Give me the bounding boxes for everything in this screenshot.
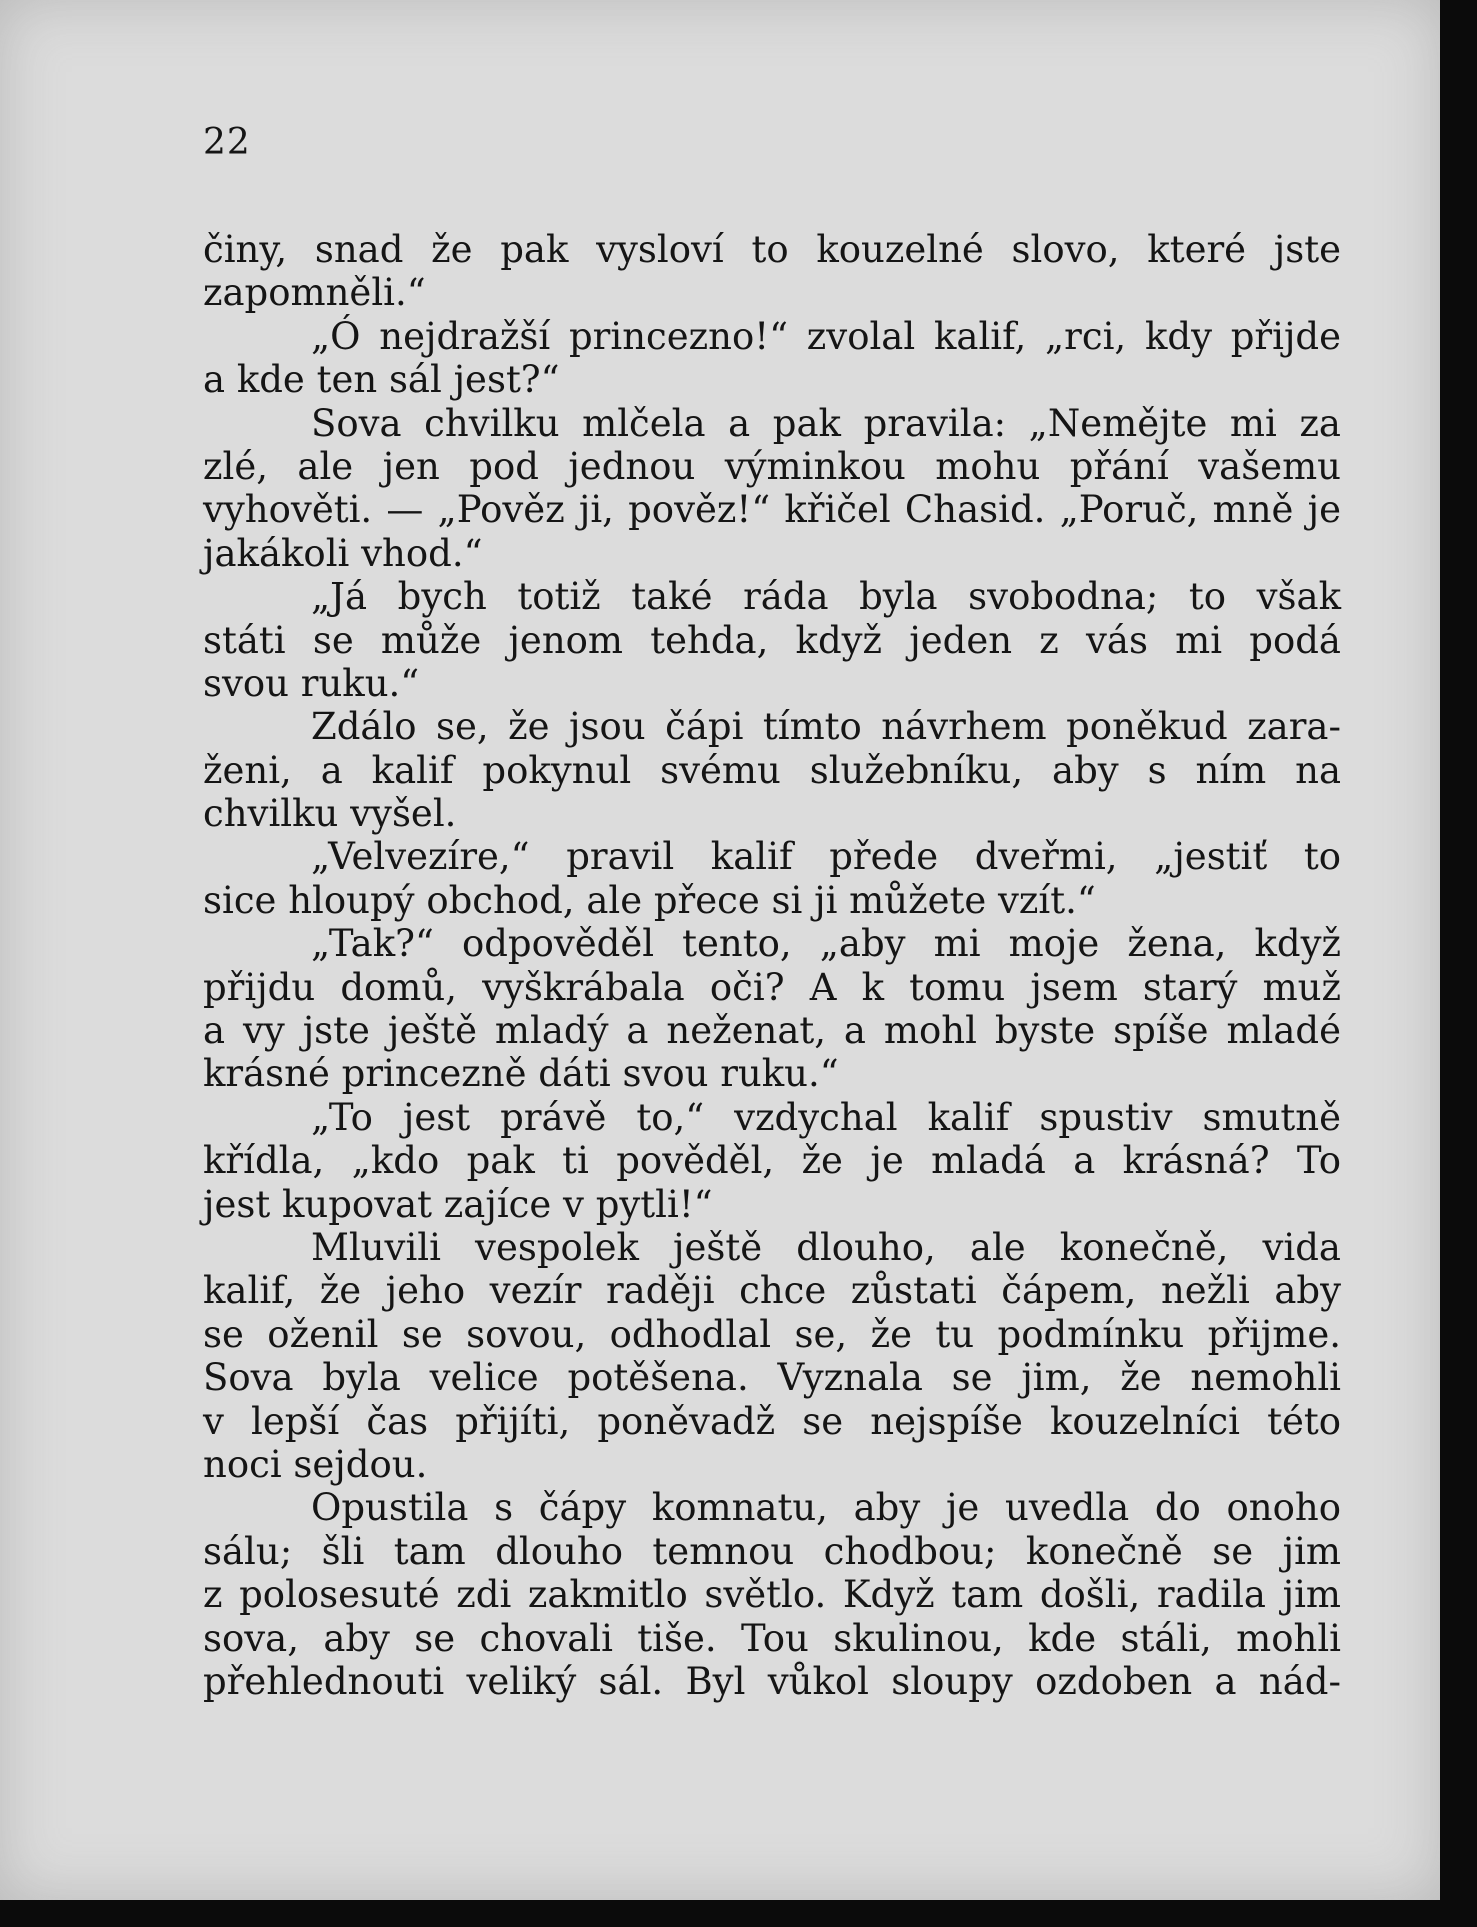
text-line: sice hloupý obchod, ale přece si ji můžete vzít.“ [203, 878, 1096, 922]
text-line: přijdu domů, vyškrábala oči? A k tomu jsem starý muž [203, 965, 1341, 1009]
text-line: Mluvili vespolek ještě dlouho, ale konečně, vida [311, 1225, 1341, 1269]
text-line: sova, aby se chovali tiše. Tou skulinou, kde stáli, mohli [203, 1616, 1341, 1660]
text-line: jakákoli vhod.“ [203, 531, 483, 575]
text-line: Zdálo se, že jsou čápi tímto návrhem poněkud zara- [311, 705, 1341, 749]
text-line: „Velvezíre,“ pravil kalif přede dveřmi, „jestiť to [311, 835, 1341, 879]
text-line: státi se může jenom tehda, když jeden z vás mi podá [203, 618, 1341, 662]
text-line: „Já bych totiž také ráda byla svobodna; to však [311, 575, 1341, 619]
text-line: se oženil se sovou, odhodlal se, že tu podmínku přijme. [203, 1312, 1341, 1356]
text-line: činy, snad že pak vysloví to kouzelné slovo, které jste [203, 228, 1341, 271]
text-line: krásné princezně dáti svou ruku.“ [203, 1052, 839, 1096]
text-line: v lepší čas přijíti, poněvadž se nejspíše kouzelníci této [203, 1399, 1341, 1443]
text-line: přehlednouti veliký sál. Byl vůkol sloupy ozdoben a nád- [203, 1659, 1341, 1703]
text-line: Opustila s čápy komnatu, aby je uvedla do onoho [311, 1486, 1341, 1530]
scan-border-right [1440, 0, 1477, 1927]
body-text [203, 228, 1341, 1703]
text-line: křídla, „kdo pak ti pověděl, že je mladá a krásná? To [203, 1139, 1341, 1183]
text-line: „To jest právě to,“ vzdychal kalif spustiv smutně [311, 1095, 1341, 1139]
scan-border-bottom [0, 1900, 1477, 1927]
text-line: kalif, že jeho vezír raději chce zůstati čápem, nežli aby [203, 1269, 1341, 1313]
text-line: sálu; šli tam dlouho temnou chodbou; konečně se jim [203, 1529, 1341, 1573]
text-line: noci sejdou. [203, 1442, 428, 1486]
text-line: vyhověti. — „Pověz ji, pověz!“ křičel Chasid. „Poruč, mně je [203, 488, 1341, 532]
text-line: „Ó nejdražší princezno!“ zvolal kalif, „rci, kdy přijde [311, 314, 1341, 358]
text-line: svou ruku.“ [203, 661, 420, 705]
text-line: chvilku vyšel. [203, 792, 457, 836]
text-line: Sova byla velice potěšena. Vyznala se jim, že nemohli [203, 1356, 1341, 1400]
text-line: ženi, a kalif pokynul svému služebníku, aby s ním na [203, 748, 1341, 792]
text-line: zapomněli.“ [203, 271, 426, 315]
text-line: a vy jste ještě mladý a neženat, a mohl byste spíše mladé [203, 1009, 1341, 1053]
text-line: „Tak?“ odpověděl tento, „aby mi moje žena, když [311, 922, 1341, 966]
text-line: zlé, ale jen pod jednou výminkou mohu přání vašemu [203, 444, 1341, 488]
text-line: Sova chvilku mlčela a pak pravila: „Nemějte mi za [311, 401, 1341, 445]
text-line: jest kupovat zajíce v pytli!“ [203, 1182, 713, 1226]
page-number: 22 [203, 122, 251, 163]
text-line: a kde ten sál jest?“ [203, 358, 560, 402]
text-line: z polosesuté zdi zakmitlo světlo. Když tam došli, radila jim [203, 1573, 1341, 1617]
